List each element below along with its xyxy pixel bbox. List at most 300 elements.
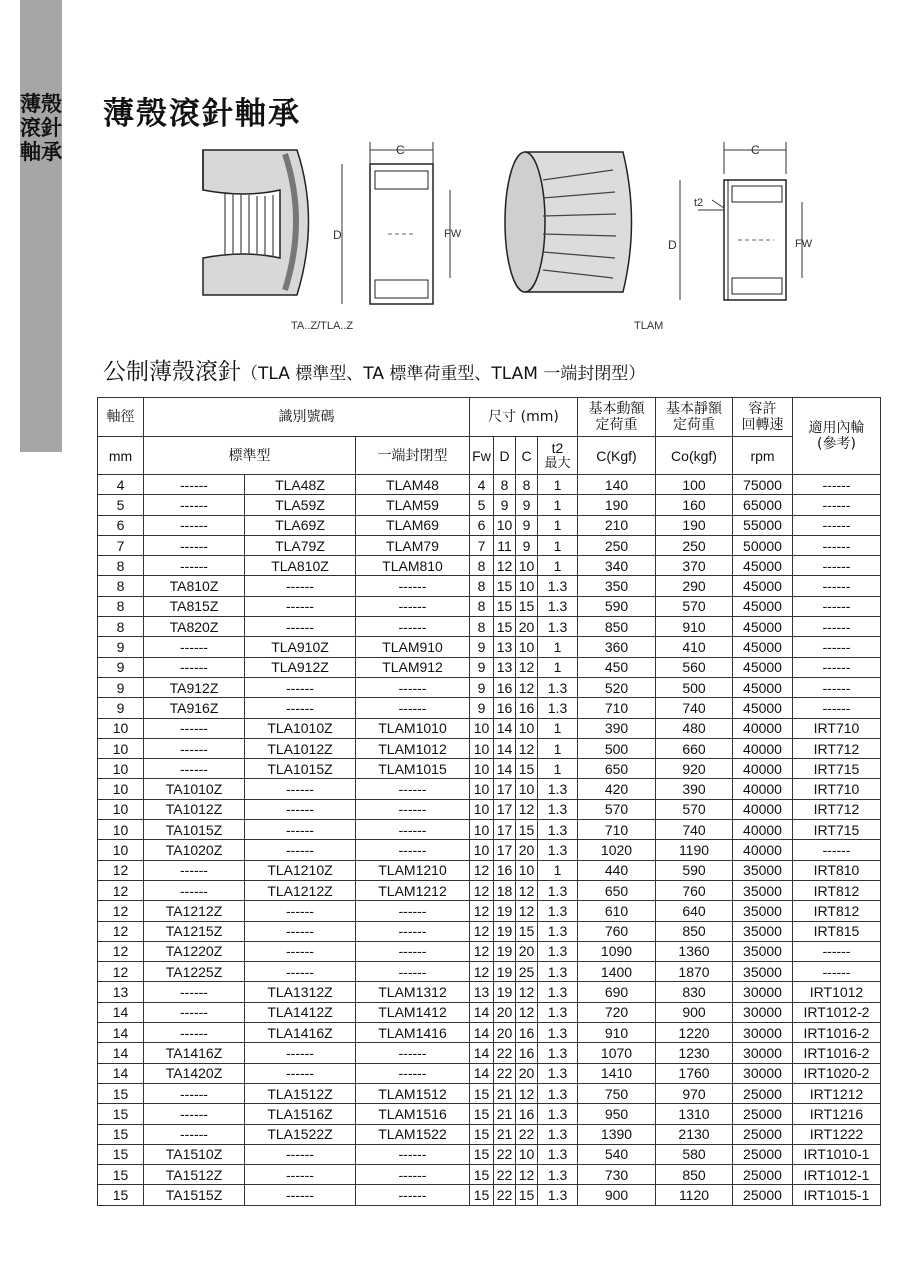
cell-t2: 1	[538, 475, 578, 495]
cell-static-load: 250	[656, 535, 733, 555]
cell-static-load: 100	[656, 475, 733, 495]
cell-standard-tla: TLA48Z	[245, 475, 356, 495]
cell-static-load: 190	[656, 515, 733, 535]
cell-fw: 12	[470, 901, 494, 921]
header-rpm: rpm	[733, 437, 793, 475]
cell-closed-tlam: ------	[356, 1063, 470, 1083]
cell-standard-tla: ------	[245, 962, 356, 982]
cell-d: 19	[494, 962, 516, 982]
header-c: C	[516, 437, 538, 475]
cell-speed: 25000	[733, 1144, 793, 1164]
cell-d: 8	[494, 475, 516, 495]
cell-standard-tla: ------	[245, 779, 356, 799]
cell-dynamic-load: 650	[578, 759, 656, 779]
table-row	[98, 1144, 881, 1164]
cell-shaft-dia: 10	[98, 779, 144, 799]
cell-dynamic-load: 360	[578, 637, 656, 657]
cell-closed-tlam: ------	[356, 779, 470, 799]
cell-standard-tla: TLA810Z	[245, 556, 356, 576]
bearing-closed-illustration	[495, 140, 645, 305]
cell-c: 15	[516, 759, 538, 779]
cell-shaft-dia: 8	[98, 576, 144, 596]
cell-standard-tla: TLA59Z	[245, 495, 356, 515]
cell-c: 12	[516, 1002, 538, 1022]
cell-t2: 1.3	[538, 1023, 578, 1043]
cell-inner-ring: IRT715	[793, 820, 881, 840]
cell-t2: 1	[538, 738, 578, 758]
cell-shaft-dia: 12	[98, 962, 144, 982]
table-row	[98, 576, 881, 596]
cell-t2: 1.3	[538, 799, 578, 819]
cell-static-load: 1360	[656, 941, 733, 961]
cell-t2: 1.3	[538, 1002, 578, 1022]
cell-inner-ring: ------	[793, 962, 881, 982]
cell-c: 9	[516, 515, 538, 535]
cell-closed-tlam: TLAM1416	[356, 1023, 470, 1043]
cell-closed-tlam: TLAM910	[356, 637, 470, 657]
cell-closed-tlam: TLAM810	[356, 556, 470, 576]
cell-closed-tlam: ------	[356, 962, 470, 982]
section-title-main: 公制薄殼滾針	[103, 359, 241, 385]
cell-shaft-dia: 14	[98, 1043, 144, 1063]
cell-dynamic-load: 250	[578, 535, 656, 555]
cell-speed: 65000	[733, 495, 793, 515]
cell-standard-ta: ------	[144, 657, 245, 677]
cell-standard-tla: TLA1012Z	[245, 738, 356, 758]
cell-inner-ring: IRT815	[793, 921, 881, 941]
cell-fw: 15	[470, 1104, 494, 1124]
cell-static-load: 1120	[656, 1185, 733, 1205]
cell-fw: 9	[470, 677, 494, 697]
cross-section-closed-drawing	[662, 138, 812, 308]
cell-c: 15	[516, 921, 538, 941]
cell-standard-ta: ------	[144, 515, 245, 535]
cell-standard-ta: ------	[144, 738, 245, 758]
cell-speed: 35000	[733, 901, 793, 921]
cell-closed-tlam: ------	[356, 596, 470, 616]
cell-standard-tla: ------	[245, 799, 356, 819]
cell-d: 22	[494, 1063, 516, 1083]
table-row	[98, 880, 881, 900]
cell-c: 12	[516, 982, 538, 1002]
cell-standard-ta: TA1225Z	[144, 962, 245, 982]
cell-speed: 35000	[733, 941, 793, 961]
cell-shaft-dia: 15	[98, 1165, 144, 1185]
cell-standard-ta: TA1420Z	[144, 1063, 245, 1083]
cell-fw: 15	[470, 1165, 494, 1185]
table-body	[98, 475, 881, 1206]
cell-inner-ring: IRT812	[793, 901, 881, 921]
cell-standard-tla: ------	[245, 617, 356, 637]
header-inner-line1: 適用內輪	[808, 420, 865, 436]
cell-dynamic-load: 440	[578, 860, 656, 880]
cell-fw: 12	[470, 962, 494, 982]
cell-d: 15	[494, 617, 516, 637]
cell-closed-tlam: TLAM1015	[356, 759, 470, 779]
cell-static-load: 500	[656, 677, 733, 697]
cell-dynamic-load: 540	[578, 1144, 656, 1164]
cell-t2: 1	[538, 759, 578, 779]
cell-shaft-dia: 13	[98, 982, 144, 1002]
cell-standard-ta: ------	[144, 1023, 245, 1043]
cell-speed: 45000	[733, 576, 793, 596]
cell-dynamic-load: 910	[578, 1023, 656, 1043]
cell-dynamic-load: 730	[578, 1165, 656, 1185]
cell-speed: 40000	[733, 718, 793, 738]
cell-fw: 10	[470, 779, 494, 799]
cell-closed-tlam: TLAM69	[356, 515, 470, 535]
cell-d: 22	[494, 1043, 516, 1063]
cell-dynamic-load: 590	[578, 596, 656, 616]
cell-d: 14	[494, 738, 516, 758]
table-row	[98, 759, 881, 779]
cell-fw: 10	[470, 759, 494, 779]
cell-shaft-dia: 12	[98, 860, 144, 880]
cell-standard-tla: TLA1516Z	[245, 1104, 356, 1124]
cell-fw: 9	[470, 657, 494, 677]
header-t2	[538, 437, 578, 475]
cell-closed-tlam: ------	[356, 617, 470, 637]
side-tab-label: 薄殼滾針軸承	[20, 92, 62, 164]
cell-standard-tla: TLA1312Z	[245, 982, 356, 1002]
cell-closed-tlam: ------	[356, 901, 470, 921]
cell-standard-ta: ------	[144, 1083, 245, 1103]
cell-fw: 12	[470, 880, 494, 900]
table-row	[98, 1063, 881, 1083]
cell-shaft-dia: 15	[98, 1083, 144, 1103]
cell-d: 19	[494, 941, 516, 961]
cell-shaft-dia: 6	[98, 515, 144, 535]
cell-inner-ring: IRT715	[793, 759, 881, 779]
cell-d: 13	[494, 657, 516, 677]
cell-t2: 1.3	[538, 576, 578, 596]
cell-t2: 1.3	[538, 1124, 578, 1144]
cell-d: 15	[494, 596, 516, 616]
cell-standard-tla: ------	[245, 1165, 356, 1185]
cell-t2: 1.3	[538, 677, 578, 697]
cell-speed: 45000	[733, 677, 793, 697]
cell-t2: 1.3	[538, 820, 578, 840]
cell-dynamic-load: 690	[578, 982, 656, 1002]
cell-dynamic-load: 1390	[578, 1124, 656, 1144]
cell-standard-tla: TLA1010Z	[245, 718, 356, 738]
cell-standard-ta: TA916Z	[144, 698, 245, 718]
cell-standard-ta: ------	[144, 475, 245, 495]
cell-c: 12	[516, 880, 538, 900]
cell-shaft-dia: 10	[98, 718, 144, 738]
cell-shaft-dia: 10	[98, 759, 144, 779]
table-row	[98, 799, 881, 819]
cell-inner-ring: IRT1016-2	[793, 1043, 881, 1063]
table-row	[98, 475, 881, 495]
cell-speed: 45000	[733, 596, 793, 616]
cell-d: 21	[494, 1083, 516, 1103]
cell-standard-tla: TLA1416Z	[245, 1023, 356, 1043]
cell-c: 10	[516, 779, 538, 799]
table-row	[98, 657, 881, 677]
cell-fw: 8	[470, 617, 494, 637]
spec-table	[97, 397, 881, 1206]
header-inner-line2: (參考)	[817, 436, 856, 452]
cell-c: 12	[516, 677, 538, 697]
header-speed-line2: 回轉速	[741, 417, 784, 433]
cell-static-load: 920	[656, 759, 733, 779]
cell-dynamic-load: 450	[578, 657, 656, 677]
cell-fw: 14	[470, 1023, 494, 1043]
cell-dynamic-load: 760	[578, 921, 656, 941]
cell-dynamic-load: 1090	[578, 941, 656, 961]
cell-t2: 1.3	[538, 840, 578, 860]
cell-static-load: 570	[656, 596, 733, 616]
cell-standard-ta: TA912Z	[144, 677, 245, 697]
header-d: D	[494, 437, 516, 475]
cell-static-load: 580	[656, 1144, 733, 1164]
cell-dynamic-load: 1020	[578, 840, 656, 860]
cell-d: 17	[494, 779, 516, 799]
cell-shaft-dia: 5	[98, 495, 144, 515]
cell-c: 16	[516, 1023, 538, 1043]
cell-shaft-dia: 14	[98, 1002, 144, 1022]
cell-static-load: 660	[656, 738, 733, 758]
cross-section-open-drawing	[328, 138, 460, 308]
cell-static-load: 900	[656, 1002, 733, 1022]
cell-closed-tlam: TLAM1512	[356, 1083, 470, 1103]
cell-standard-ta: ------	[144, 495, 245, 515]
cell-d: 16	[494, 698, 516, 718]
table-row	[98, 982, 881, 1002]
header-t2-line2: 最大	[544, 455, 571, 471]
cell-closed-tlam: TLAM1412	[356, 1002, 470, 1022]
cell-static-load: 370	[656, 556, 733, 576]
cell-shaft-dia: 14	[98, 1063, 144, 1083]
header-dynamic-line1: 基本動額	[588, 401, 645, 417]
cell-speed: 45000	[733, 556, 793, 576]
cell-standard-ta: ------	[144, 982, 245, 1002]
cell-static-load: 390	[656, 779, 733, 799]
cell-standard-ta: TA1010Z	[144, 779, 245, 799]
cell-d: 17	[494, 799, 516, 819]
cell-shaft-dia: 7	[98, 535, 144, 555]
cell-shaft-dia: 15	[98, 1185, 144, 1205]
cell-d: 14	[494, 718, 516, 738]
table-row	[98, 1023, 881, 1043]
cell-t2: 1.3	[538, 941, 578, 961]
cell-shaft-dia: 12	[98, 880, 144, 900]
cell-speed: 30000	[733, 1063, 793, 1083]
cell-speed: 55000	[733, 515, 793, 535]
cell-dynamic-load: 1070	[578, 1043, 656, 1063]
cell-c: 10	[516, 637, 538, 657]
cell-speed: 40000	[733, 840, 793, 860]
cell-fw: 9	[470, 637, 494, 657]
cell-speed: 40000	[733, 779, 793, 799]
cell-inner-ring: ------	[793, 596, 881, 616]
header-dynamic-load	[578, 398, 656, 437]
cell-standard-tla: ------	[245, 1063, 356, 1083]
cell-t2: 1.3	[538, 1165, 578, 1185]
cell-closed-tlam: ------	[356, 576, 470, 596]
cell-standard-tla: ------	[245, 1043, 356, 1063]
cell-static-load: 410	[656, 637, 733, 657]
cell-dynamic-load: 1410	[578, 1063, 656, 1083]
header-ident: 識別號碼	[144, 398, 470, 437]
cell-t2: 1.3	[538, 982, 578, 1002]
cell-closed-tlam: ------	[356, 1165, 470, 1185]
cell-static-load: 830	[656, 982, 733, 1002]
cell-shaft-dia: 10	[98, 738, 144, 758]
table-row	[98, 1185, 881, 1205]
cell-dynamic-load: 850	[578, 617, 656, 637]
cell-t2: 1.3	[538, 698, 578, 718]
cell-standard-ta: ------	[144, 1104, 245, 1124]
cell-t2: 1	[538, 556, 578, 576]
cell-fw: 6	[470, 515, 494, 535]
cell-inner-ring: IRT1212	[793, 1083, 881, 1103]
cell-closed-tlam: ------	[356, 1144, 470, 1164]
cell-fw: 10	[470, 718, 494, 738]
table-row	[98, 698, 881, 718]
cell-dynamic-load: 710	[578, 820, 656, 840]
cell-closed-tlam: TLAM1522	[356, 1124, 470, 1144]
cell-fw: 8	[470, 576, 494, 596]
cell-inner-ring: IRT1012	[793, 982, 881, 1002]
cell-fw: 14	[470, 1063, 494, 1083]
cell-d: 21	[494, 1124, 516, 1144]
cell-d: 17	[494, 820, 516, 840]
header-dim: 尺寸 (mm)	[470, 398, 578, 437]
cell-inner-ring: ------	[793, 535, 881, 555]
cell-t2: 1.3	[538, 901, 578, 921]
cell-t2: 1.3	[538, 779, 578, 799]
cell-speed: 35000	[733, 860, 793, 880]
cell-speed: 25000	[733, 1104, 793, 1124]
cell-t2: 1	[538, 515, 578, 535]
figure-caption-left: TA..Z/TLA..Z	[291, 320, 354, 332]
cell-inner-ring: IRT1222	[793, 1124, 881, 1144]
cell-inner-ring: ------	[793, 840, 881, 860]
cell-shaft-dia: 12	[98, 901, 144, 921]
cell-static-load: 970	[656, 1083, 733, 1103]
cell-inner-ring: ------	[793, 941, 881, 961]
cell-inner-ring: IRT1012-1	[793, 1165, 881, 1185]
table-row	[98, 941, 881, 961]
cell-inner-ring: IRT1012-2	[793, 1002, 881, 1022]
cell-d: 12	[494, 556, 516, 576]
table-row	[98, 495, 881, 515]
cell-dynamic-load: 1400	[578, 962, 656, 982]
cell-standard-ta: TA1212Z	[144, 901, 245, 921]
cell-fw: 13	[470, 982, 494, 1002]
cell-d: 15	[494, 576, 516, 596]
cell-t2: 1.3	[538, 962, 578, 982]
cell-shaft-dia: 10	[98, 799, 144, 819]
cell-closed-tlam: ------	[356, 921, 470, 941]
cell-static-load: 290	[656, 576, 733, 596]
cell-static-load: 590	[656, 860, 733, 880]
cell-standard-ta: TA1215Z	[144, 921, 245, 941]
cell-closed-tlam: ------	[356, 698, 470, 718]
cell-dynamic-load: 210	[578, 515, 656, 535]
dim-fw-label-closed: FW	[795, 238, 813, 250]
cell-speed: 75000	[733, 475, 793, 495]
cell-speed: 35000	[733, 880, 793, 900]
cell-closed-tlam: TLAM79	[356, 535, 470, 555]
header-standard: 標準型	[144, 437, 356, 475]
cell-shaft-dia: 15	[98, 1104, 144, 1124]
cell-c: 25	[516, 962, 538, 982]
cell-static-load: 570	[656, 799, 733, 819]
figure-caption-right: TLAM	[634, 320, 664, 332]
cell-standard-tla: TLA69Z	[245, 515, 356, 535]
cell-standard-tla: ------	[245, 576, 356, 596]
cell-closed-tlam: ------	[356, 840, 470, 860]
dim-d-label: D	[333, 228, 342, 242]
cell-dynamic-load: 390	[578, 718, 656, 738]
cell-t2: 1.3	[538, 1063, 578, 1083]
cell-static-load: 640	[656, 901, 733, 921]
table-row	[98, 718, 881, 738]
table-row	[98, 1002, 881, 1022]
cell-standard-ta: TA810Z	[144, 576, 245, 596]
header-fw: Fw	[470, 437, 494, 475]
cell-d: 20	[494, 1023, 516, 1043]
cell-t2: 1.3	[538, 1104, 578, 1124]
cell-d: 9	[494, 495, 516, 515]
section-title-sub: （TLA 標準型、TA 標準荷重型、TLAM 一端封閉型）	[241, 364, 646, 384]
cell-c: 8	[516, 475, 538, 495]
cell-speed: 30000	[733, 1002, 793, 1022]
header-t2-line1: t2	[551, 439, 564, 456]
cell-closed-tlam: ------	[356, 799, 470, 819]
cell-t2: 1	[538, 860, 578, 880]
table-row	[98, 779, 881, 799]
cell-closed-tlam: ------	[356, 941, 470, 961]
cell-t2: 1.3	[538, 596, 578, 616]
cell-d: 17	[494, 840, 516, 860]
cell-inner-ring: IRT710	[793, 779, 881, 799]
cell-c: 10	[516, 718, 538, 738]
cell-fw: 8	[470, 596, 494, 616]
cell-static-load: 1230	[656, 1043, 733, 1063]
cell-static-load: 160	[656, 495, 733, 515]
cell-c: 20	[516, 941, 538, 961]
cell-standard-ta: ------	[144, 556, 245, 576]
cell-inner-ring: ------	[793, 576, 881, 596]
cell-d: 21	[494, 1104, 516, 1124]
cell-t2: 1.3	[538, 1083, 578, 1103]
cell-standard-tla: ------	[245, 1185, 356, 1205]
cell-c: 10	[516, 860, 538, 880]
cell-static-load: 1870	[656, 962, 733, 982]
cell-shaft-dia: 9	[98, 677, 144, 697]
cell-c: 20	[516, 840, 538, 860]
cell-d: 19	[494, 982, 516, 1002]
table-row	[98, 901, 881, 921]
cell-standard-ta: TA1020Z	[144, 840, 245, 860]
table-row	[98, 820, 881, 840]
cell-standard-ta: ------	[144, 637, 245, 657]
cell-t2: 1.3	[538, 1144, 578, 1164]
cell-shaft-dia: 12	[98, 941, 144, 961]
cell-c: 10	[516, 1144, 538, 1164]
cell-inner-ring: ------	[793, 637, 881, 657]
table-row	[98, 515, 881, 535]
cell-standard-tla: ------	[245, 1144, 356, 1164]
cell-closed-tlam: ------	[356, 1043, 470, 1063]
cell-static-load: 850	[656, 1165, 733, 1185]
cell-closed-tlam: ------	[356, 1185, 470, 1205]
cell-standard-tla: TLA1522Z	[245, 1124, 356, 1144]
